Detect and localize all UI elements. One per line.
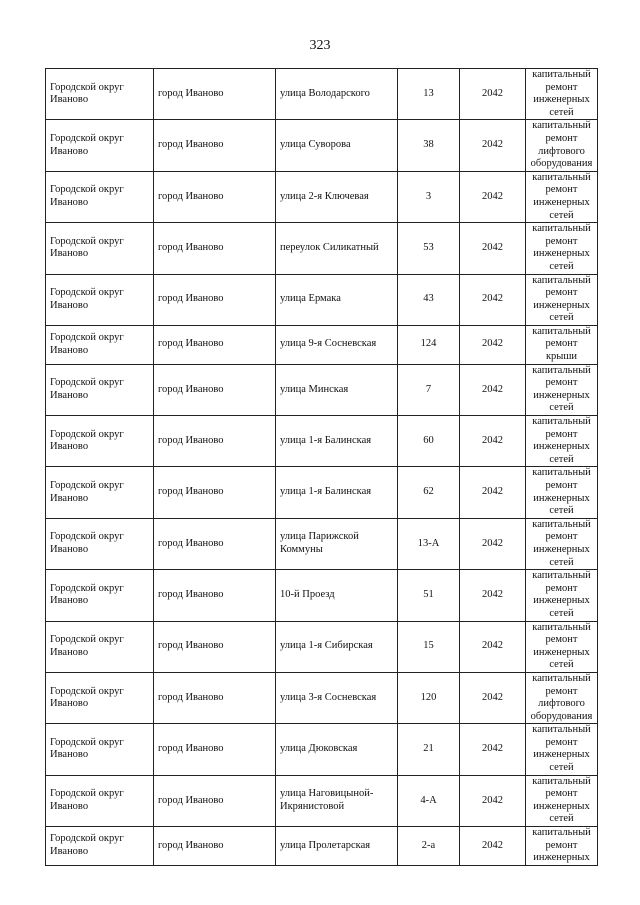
city-cell: город Иваново — [154, 621, 276, 672]
street-cell: улица 1-я Балинская — [276, 416, 398, 467]
work-type-cell: капитальный ремонт лифтового оборудования — [526, 672, 598, 723]
house-number-cell: 4-А — [398, 775, 460, 826]
table-row — [46, 570, 598, 621]
street-cell: улица Минская — [276, 364, 398, 415]
table-row — [46, 325, 598, 364]
house-number-cell: 53 — [398, 223, 460, 274]
work-type-cell: капитальный ремонт инженерных сетей — [526, 775, 598, 826]
city-cell: город Иваново — [154, 223, 276, 274]
street-cell: улица Суворова — [276, 120, 398, 171]
city-cell: город Иваново — [154, 775, 276, 826]
work-type-cell: капитальный ремонт инженерных сетей — [526, 518, 598, 569]
table-row — [46, 171, 598, 222]
work-type-cell: капитальный ремонт инженерных сетей — [526, 364, 598, 415]
house-number-cell: 3 — [398, 171, 460, 222]
work-type-cell: капитальный ремонт инженерных сетей — [526, 274, 598, 325]
street-cell: улица 1-я Балинская — [276, 467, 398, 518]
house-number-cell: 51 — [398, 570, 460, 621]
street-cell: улица 3-я Сосневская — [276, 672, 398, 723]
table-row — [46, 364, 598, 415]
street-cell: улица 9-я Сосневская — [276, 325, 398, 364]
district-cell: Городской округ Иваново — [46, 518, 154, 569]
street-cell: улица Парижской Коммуны — [276, 518, 398, 569]
year-cell: 2042 — [460, 775, 526, 826]
city-cell: город Иваново — [154, 325, 276, 364]
house-number-cell: 7 — [398, 364, 460, 415]
table-row — [46, 621, 598, 672]
year-cell: 2042 — [460, 621, 526, 672]
district-cell: Городской округ Иваново — [46, 69, 154, 120]
city-cell: город Иваново — [154, 120, 276, 171]
house-number-cell: 124 — [398, 325, 460, 364]
city-cell: город Иваново — [154, 467, 276, 518]
year-cell: 2042 — [460, 827, 526, 866]
district-cell: Городской округ Иваново — [46, 120, 154, 171]
street-cell: улица 1-я Сибирская — [276, 621, 398, 672]
year-cell: 2042 — [460, 467, 526, 518]
house-number-cell: 43 — [398, 274, 460, 325]
work-type-cell: капитальный ремонт инженерных сетей — [526, 467, 598, 518]
house-number-cell: 38 — [398, 120, 460, 171]
district-cell: Городской округ Иваново — [46, 171, 154, 222]
table-row — [46, 274, 598, 325]
table-row — [46, 827, 598, 866]
house-number-cell: 13-А — [398, 518, 460, 569]
work-type-cell: капитальный ремонт инженерных сетей — [526, 223, 598, 274]
city-cell: город Иваново — [154, 416, 276, 467]
work-type-cell: капитальный ремонт инженерных сетей — [526, 171, 598, 222]
table-row — [46, 69, 598, 120]
repair-schedule-table — [45, 68, 598, 866]
year-cell: 2042 — [460, 518, 526, 569]
year-cell: 2042 — [460, 274, 526, 325]
district-cell: Городской округ Иваново — [46, 364, 154, 415]
work-type-cell: капитальный ремонт инженерных сетей — [526, 69, 598, 120]
year-cell: 2042 — [460, 672, 526, 723]
year-cell: 2042 — [460, 325, 526, 364]
work-type-cell: капитальный ремонт инженерных сетей — [526, 570, 598, 621]
table-row — [46, 724, 598, 775]
work-type-cell: капитальный ремонт лифтового оборудования — [526, 120, 598, 171]
district-cell: Городской округ Иваново — [46, 274, 154, 325]
street-cell: улица Ермака — [276, 274, 398, 325]
city-cell: город Иваново — [154, 171, 276, 222]
city-cell: город Иваново — [154, 274, 276, 325]
city-cell: город Иваново — [154, 570, 276, 621]
district-cell: Городской округ Иваново — [46, 775, 154, 826]
street-cell: улица Пролетарская — [276, 827, 398, 866]
year-cell: 2042 — [460, 364, 526, 415]
house-number-cell: 62 — [398, 467, 460, 518]
table-row — [46, 518, 598, 569]
house-number-cell: 60 — [398, 416, 460, 467]
work-type-cell: капитальный ремонт инженерных сетей — [526, 416, 598, 467]
year-cell: 2042 — [460, 570, 526, 621]
table-row — [46, 416, 598, 467]
work-type-cell: капитальный ремонт инженерных сетей — [526, 621, 598, 672]
work-type-cell: капитальный ремонт инженерных — [526, 827, 598, 866]
table-row — [46, 120, 598, 171]
street-cell: улица Дюковская — [276, 724, 398, 775]
table-row — [46, 467, 598, 518]
city-cell: город Иваново — [154, 69, 276, 120]
city-cell: город Иваново — [154, 724, 276, 775]
page-number: 323 — [309, 38, 331, 53]
table-row — [46, 672, 598, 723]
district-cell: Городской округ Иваново — [46, 621, 154, 672]
city-cell: город Иваново — [154, 827, 276, 866]
city-cell: город Иваново — [154, 518, 276, 569]
street-cell: переулок Силикатный — [276, 223, 398, 274]
work-type-cell: капитальный ремонт инженерных сетей — [526, 724, 598, 775]
year-cell: 2042 — [460, 69, 526, 120]
street-cell: улица Володарского — [276, 69, 398, 120]
table-row — [46, 775, 598, 826]
year-cell: 2042 — [460, 171, 526, 222]
district-cell: Городской округ Иваново — [46, 467, 154, 518]
district-cell: Городской округ Иваново — [46, 570, 154, 621]
year-cell: 2042 — [460, 416, 526, 467]
house-number-cell: 120 — [398, 672, 460, 723]
work-type-cell: капитальный ремонт крыши — [526, 325, 598, 364]
house-number-cell: 15 — [398, 621, 460, 672]
city-cell: город Иваново — [154, 672, 276, 723]
street-cell: 10-й Проезд — [276, 570, 398, 621]
district-cell: Городской округ Иваново — [46, 724, 154, 775]
street-cell: улица 2-я Ключевая — [276, 171, 398, 222]
table-row — [46, 223, 598, 274]
street-cell: улица Наговицыной-Икрянистовой — [276, 775, 398, 826]
year-cell: 2042 — [460, 724, 526, 775]
city-cell: город Иваново — [154, 364, 276, 415]
house-number-cell: 21 — [398, 724, 460, 775]
table-body — [46, 69, 598, 866]
year-cell: 2042 — [460, 120, 526, 171]
district-cell: Городской округ Иваново — [46, 672, 154, 723]
district-cell: Городской округ Иваново — [46, 416, 154, 467]
year-cell: 2042 — [460, 223, 526, 274]
house-number-cell: 2-а — [398, 827, 460, 866]
district-cell: Городской округ Иваново — [46, 223, 154, 274]
district-cell: Городской округ Иваново — [46, 827, 154, 866]
district-cell: Городской округ Иваново — [46, 325, 154, 364]
house-number-cell: 13 — [398, 69, 460, 120]
